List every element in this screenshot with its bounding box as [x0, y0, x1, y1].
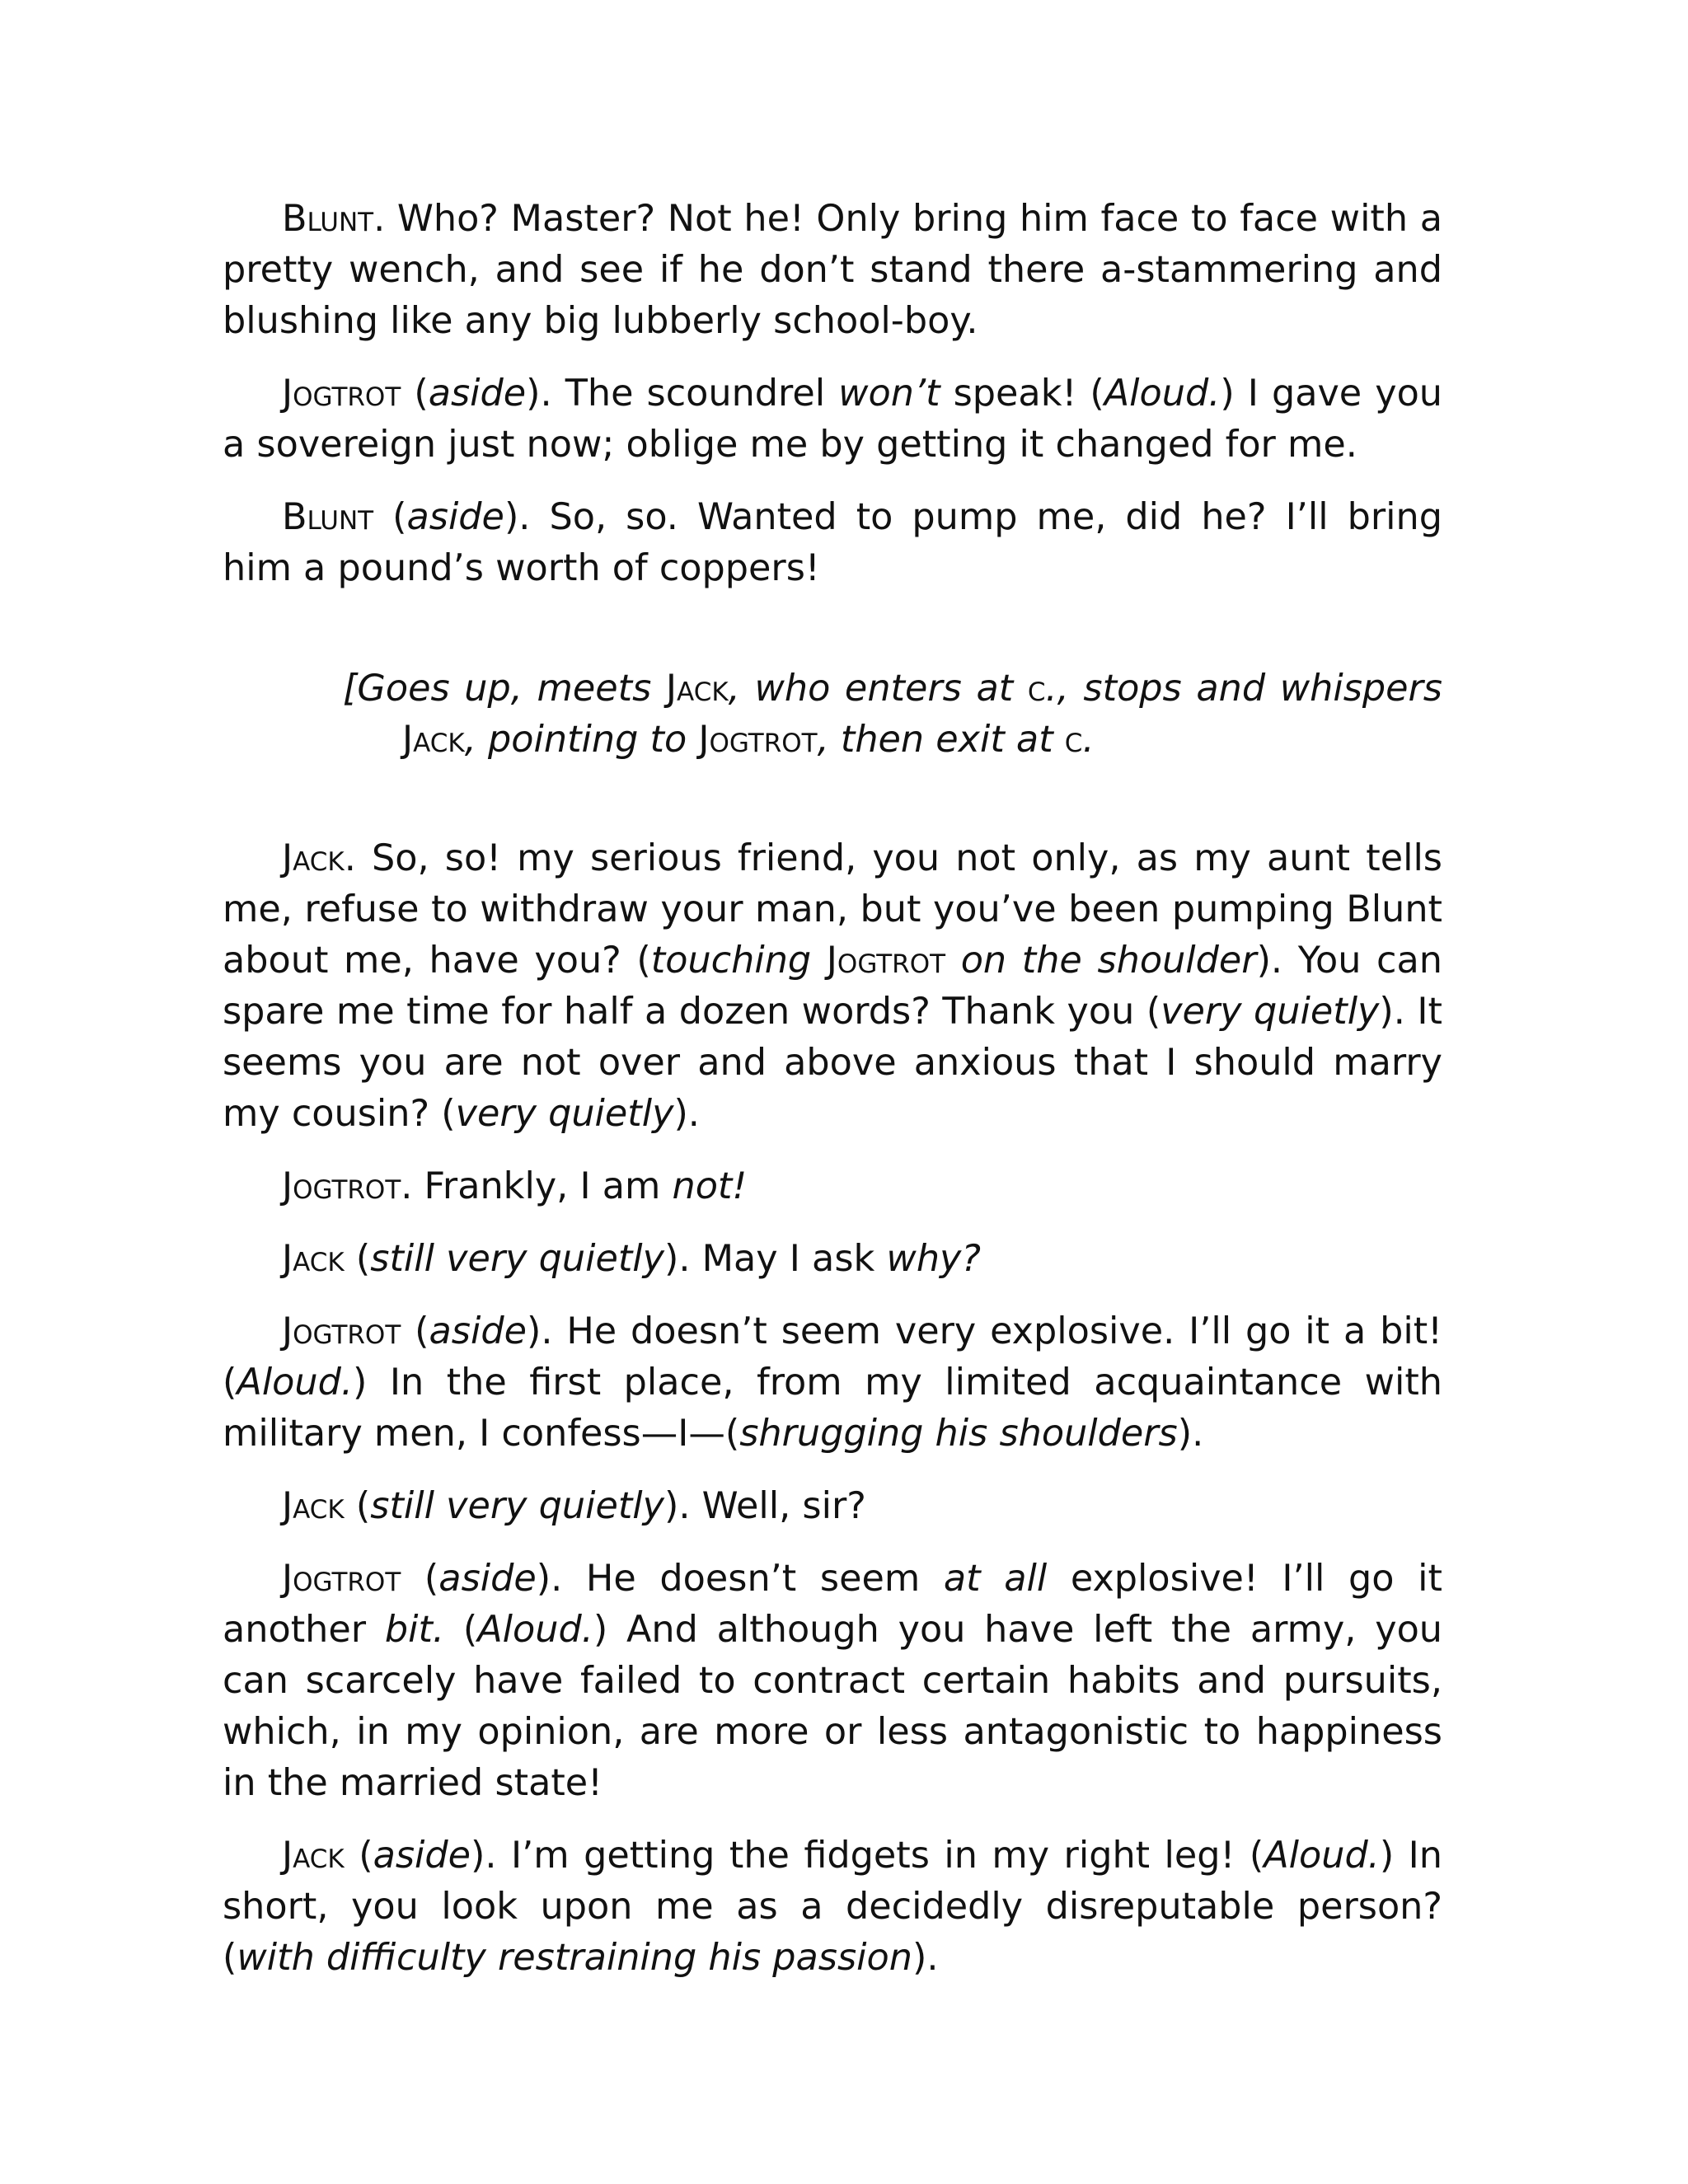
speaker-name: Jack — [282, 1835, 345, 1877]
stage-direction — [223, 663, 1442, 766]
text-run: ( — [344, 1485, 371, 1527]
italic-text: aside — [438, 1558, 537, 1600]
speaker-name: c — [1064, 719, 1083, 761]
page-text — [223, 194, 1442, 2005]
text-run: ). He doesn’t seem very explosive. I’ll go it a bit! ( — [223, 1310, 1442, 1404]
speaker-name: Jack — [402, 719, 465, 761]
speaker-name: Jack — [665, 668, 729, 710]
italic-text: not! — [672, 1165, 748, 1207]
italic-text: Aloud. — [477, 1609, 593, 1651]
speech-jogtrot-2 — [223, 1161, 1442, 1212]
italic-text: aside — [373, 1835, 471, 1877]
text-run: ). He doesn’t seem — [536, 1558, 944, 1600]
text-run: ( — [401, 373, 429, 415]
italic-text: Aloud. — [1104, 373, 1221, 415]
speech-jack-4 — [223, 1830, 1442, 1984]
speaker-name: Jogtrot — [282, 1310, 401, 1352]
speech-blunt-1 — [223, 194, 1442, 347]
speaker-name: Jogtrot — [282, 1558, 401, 1600]
italic-text: very quietly — [1160, 991, 1380, 1033]
text-run: ( — [401, 1558, 439, 1600]
text-run: . Who? Master? Not he! Only bring him face to face with a pretty wench, and see if he don’t stand there a-stammering and blushing like any big lubberly school-boy. — [223, 198, 1442, 342]
italic-text: Aloud. — [1264, 1835, 1380, 1877]
text-run: ). The scoundrel — [526, 373, 839, 415]
speech-jogtrot-3 — [223, 1306, 1442, 1460]
text-run: ). Well, sir? — [663, 1485, 866, 1527]
speaker-name: Jogtrot — [826, 940, 946, 982]
speech-jack-1 — [223, 833, 1442, 1140]
speech-jack-3 — [223, 1481, 1442, 1532]
italic-text: on the shoulder — [945, 940, 1257, 982]
speaker-name: Jack — [282, 1485, 345, 1527]
italic-text: still very quietly — [370, 1238, 664, 1280]
text-run: ( — [444, 1609, 478, 1651]
italic-text: why? — [886, 1238, 981, 1280]
text-run: [Goes up, meets — [343, 668, 666, 710]
text-run: ). You can spare me time for half a dozen words? Thank you ( — [223, 940, 1442, 1033]
speaker-name: Jack — [282, 837, 345, 879]
speaker-name: Blunt — [282, 198, 374, 240]
speaker-name: Jogtrot — [698, 719, 818, 761]
speaker-name: Blunt — [282, 496, 374, 538]
text-run: explosive! I’ll go it another — [223, 1558, 1442, 1651]
text-run: . Frankly, I am — [401, 1165, 673, 1207]
italic-text: with difficulty restraining his passion — [237, 1937, 912, 1979]
italic-text: aside — [428, 373, 527, 415]
italic-text: won’t — [838, 373, 940, 415]
text-run: ( — [344, 1238, 371, 1280]
italic-text: aside — [406, 496, 504, 538]
italic-text: aside — [429, 1310, 527, 1352]
italic-text: shrugging his shoulders — [739, 1413, 1178, 1455]
text-run: ) In the first place, from my limited acquaintance with military men, I confess—I—( — [223, 1361, 1442, 1455]
speech-jack-2 — [223, 1234, 1442, 1285]
text-run: ). I’m getting the fidgets in my right leg! ( — [471, 1835, 1264, 1877]
italic-text: still very quietly — [370, 1485, 664, 1527]
text-run: , pointing to — [464, 719, 699, 761]
italic-text: at all — [943, 1558, 1048, 1600]
text-run: ., stops and whispers — [1045, 668, 1442, 710]
speaker-name: Jack — [282, 1238, 345, 1280]
speaker-name: c — [1027, 668, 1046, 710]
text-run: ) And although you have left the army, you can scarcely have failed to contract certain habits and pursuits, which, in my opinion, are more or less antagonistic to happiness in the married state! — [223, 1609, 1443, 1804]
text-run: ). May I ask — [663, 1238, 887, 1280]
text-run: ). — [912, 1937, 939, 1979]
speech-blunt-2 — [223, 492, 1442, 594]
speech-jogtrot-4 — [223, 1554, 1442, 1809]
italic-text: bit. — [384, 1609, 445, 1651]
text-run: . So, so! my serious friend, you not only, as my aunt tells me, refuse to withdraw your man, but you’ve been pumping Blunt about me, have you? ( — [223, 837, 1442, 982]
italic-text: touching — [650, 940, 827, 982]
italic-text: Aloud. — [237, 1361, 354, 1404]
text-run: ). It seems you are not over and above anxious that I should marry my cousin? ( — [223, 991, 1442, 1135]
text-run: ). — [1177, 1413, 1204, 1455]
text-run: , who enters at — [728, 668, 1028, 710]
text-run: ) I gave you a sovereign just now; oblige me by getting it changed for me. — [223, 373, 1443, 466]
text-run: ( — [401, 1310, 429, 1352]
text-run: . — [1082, 719, 1095, 761]
text-run: ( — [373, 496, 407, 538]
text-run: , then exit at — [817, 719, 1065, 761]
speaker-name: Jogtrot — [282, 373, 401, 415]
text-run: ). — [673, 1093, 700, 1135]
italic-text: very quietly — [455, 1093, 674, 1135]
text-run: speak! ( — [940, 373, 1104, 415]
speech-jogtrot-1 — [223, 368, 1442, 471]
text-run: ) In short, you look upon me as a decidedly disreputable person? ( — [223, 1835, 1442, 1979]
text-run: ). So, so. Wanted to pump me, did he? I’ll bring him a pound’s worth of coppers! — [223, 496, 1442, 589]
speaker-name: Jogtrot — [282, 1165, 401, 1207]
text-run: ( — [344, 1835, 373, 1877]
